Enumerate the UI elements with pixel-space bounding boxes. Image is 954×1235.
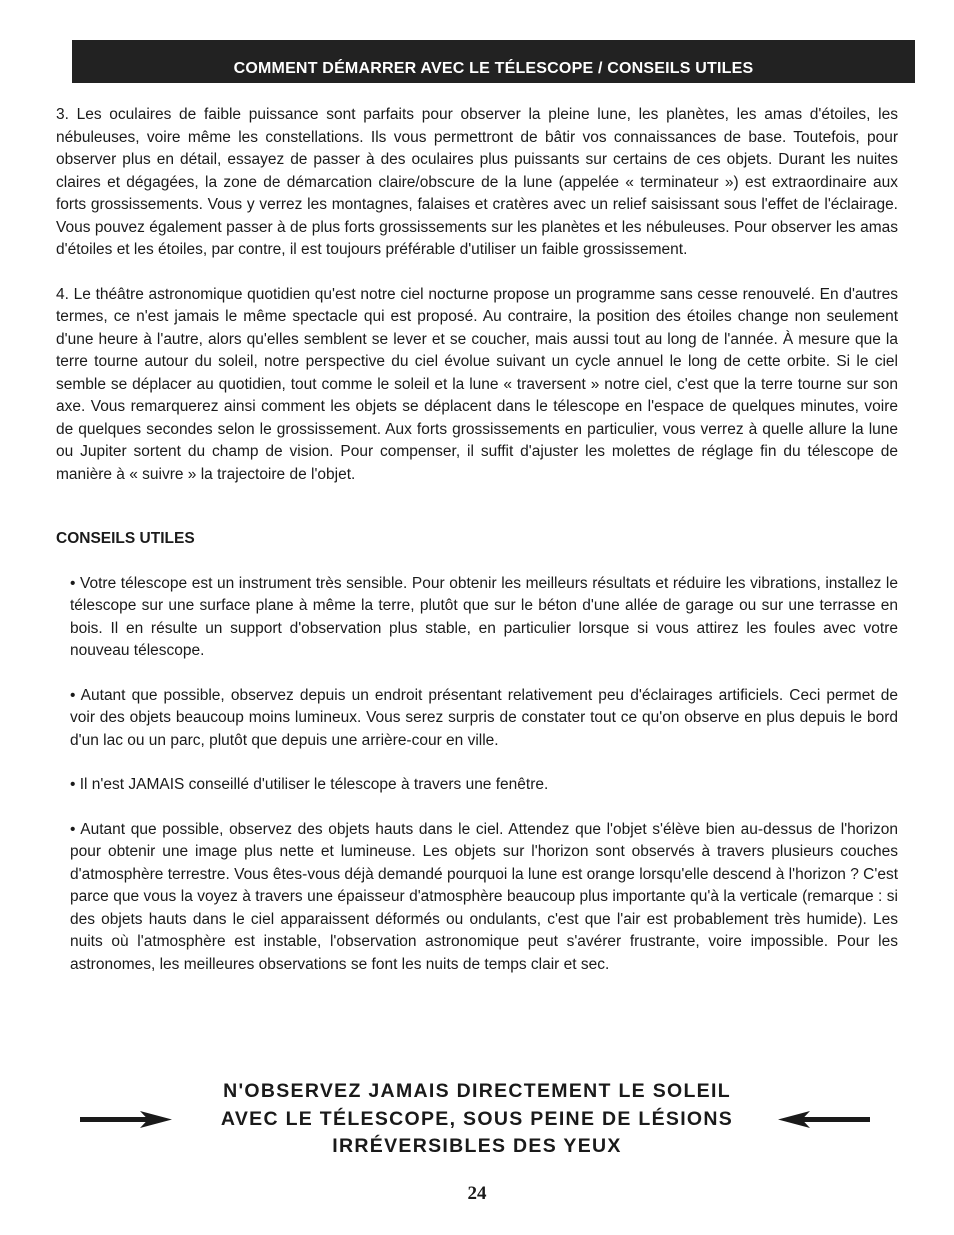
section-header-bar [72, 40, 915, 83]
paragraph-3: 3. Les oculaires de faible puissance sont parfaits pour observer la pleine lune, les planètes, les amas d'étoiles, les nébuleuses, voire même les constellations. Ils vous permettront de bâtir vos connaissances de base. Toutefois, pour observer plus en détail, essayez de passer à des oculaires plus puissants sur certains de ces objets. Durant les nuites claires et dégagées, la zone de démarcation claire/obscure de la lune (appelée « terminateur ») est extraordinaire aux forts grossissements. Vous y verrez les montagnes, falaises et cratères avec un relief saisissant sous l'effet de l'éclairage. Vous pouvez également passer à de plus forts grossissements sur les planètes et les nébuleuses. Pour observer les amas d'étoiles et les étoiles, par contre, il est toujours préférable d'utiliser un faible grossissement. [56, 106, 898, 258]
tip-item: • Il n'est JAMAIS conseillé d'utiliser le télescope à travers une fenêtre. [70, 776, 549, 793]
warning-line: N'OBSERVEZ JAMAIS DIRECTEMENT LE SOLEIL [223, 1080, 731, 1102]
arrow-right-icon [78, 1108, 174, 1132]
arrow-left-icon [776, 1108, 872, 1132]
paragraph-4: 4. Le théâtre astronomique quotidien qu'est notre ciel nocturne propose un programme sans cesse renouvelé. En d'autres termes, ce n'est jamais le même spectacle qui est proposé. Au contraire, la position des étoiles change non seulement d'une heure à l'autre, alors qu'elles semblent se lever et se coucher, mais aussi tout au long de l'année. À mesure que la terre tourne autour du soleil, notre perspective du ciel évolue suivant un cycle annuel le long de cette orbite. Si le ciel semble se déplacer au quotidien, tout comme le soleil et la lune « traversent » notre ciel, c'est que la terre tourne sur son axe. Vous remarquerez ainsi comment les objets se déplacent dans le télescope en l'espace de quelques minutes, voire de quelques secondes selon le grossissement. Aux forts grossissements en particulier, vous verrez à quelle allure la lune ou Jupiter sortent du champ de vision. Pour compenser, il suffit d'ajuster les molettes de réglage fin du télescope de manière à « suivre » la trajectoire de l'objet. [56, 285, 898, 483]
tip-item: • Autant que possible, observez des objets hauts dans le ciel. Attendez que l'objet s'élève bien au-dessus de l'horizon pour obtenir une image plus nette et lumineuse. Les objets sur l'horizon sont observés à travers plusieurs couches d'atmosphère terrestre. Vous êtes-vous déjà demandé pourquoi la lune est orange lorsqu'elle descend à l'horizon ? C'est parce que vous la voyez à travers une épaisseur d'atmosphère beaucoup plus importante qu'à la verticale (remarque : si des objets hauts dans le ciel apparaissent déformés ou ondulants, c'est que l'air est probablement très humide). Les nuits où l'atmosphère est instable, l'observation astronomique peut s'avérer frustrante, voire impossible. Pour les astronomes, les meilleures observations se font les nuits de temps clair et sec. [70, 820, 898, 973]
section-header-title: COMMENT DÉMARRER AVEC LE TÉLESCOPE / CONSEILS UTILES [233, 60, 754, 77]
tip-item: • Votre télescope est un instrument très sensible. Pour obtenir les meilleurs résultats et réduire les vibrations, installez le télescope sur une surface plane à même la terre, plutôt que sur le béton d'une allée de garage ou sur une terrasse en bois. Il en résulte un support d'observation plus stable, en particulier lorsque si vous attirez les foules avec votre nouveau télescope. [70, 574, 898, 659]
sun-warning [200, 1078, 754, 1161]
tip-item: • Autant que possible, observez depuis un endroit présentant relativement peu d'éclairages artificiels. Ceci permet de voir des objets beaucoup moins lumineux. Vous serez surpris de constater tout ce qu'on observe en plus depuis le bord d'un lac ou un parc, plutôt que depuis une arrière-cour en ville. [70, 686, 898, 749]
warning-line: IRRÉVERSIBLES DES YEUX [332, 1135, 622, 1157]
tips-heading: CONSEILS UTILES [56, 530, 195, 547]
tips-list [56, 573, 898, 977]
warning-line: AVEC LE TÉLESCOPE, SOUS PEINE DE LÉSIONS [220, 1107, 734, 1130]
page-number: 24 [467, 1183, 487, 1204]
page-content [56, 104, 898, 976]
